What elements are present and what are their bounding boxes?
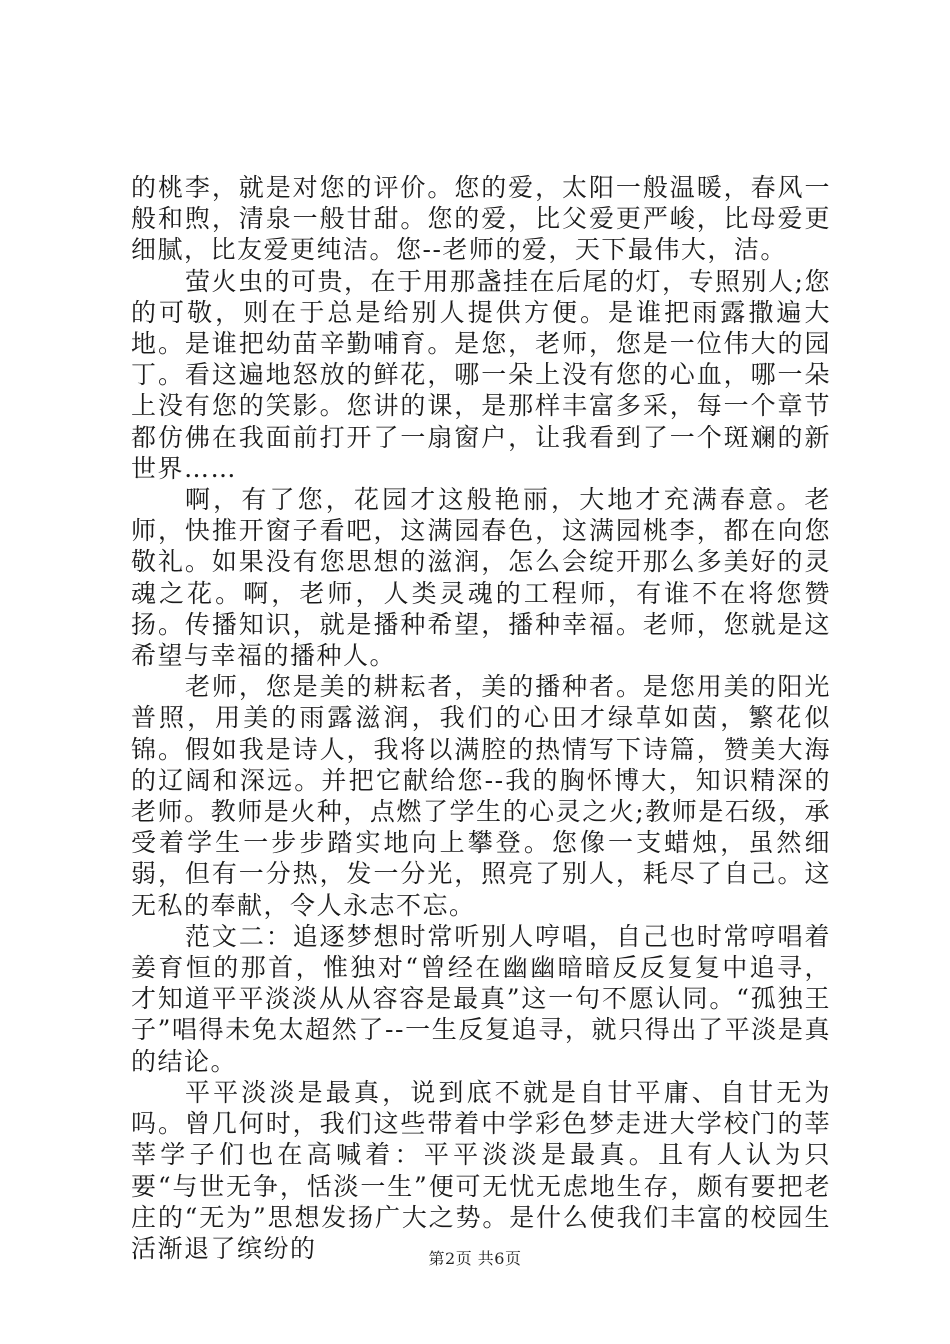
page-number-footer: 第2页 共6页 xyxy=(428,1249,522,1268)
paragraph-2: 萤火虫的可贵，在于用那盏挂在后尾的灯，专照别人;您的可敬，则在于总是给别人提供方便。是谁把雨露撒遍大地。是谁把幼苗辛勤哺育。是您，老师，您是一位伟大的园丁。看这遍地怒放的鲜花，哪一朵上没有您的心血，哪一朵上没有您的笑影。您讲的课，是那样丰富多采，每一个章节都仿佛在我面前打开了一扇窗户，让我看到了一个斑斓的新世界…… xyxy=(131,266,831,483)
paragraph-4: 老师，您是美的耕耘者，美的播种者。是您用美的阳光普照，用美的雨露滋润，我们的心田才绿草如茵，繁花似锦。假如我是诗人，我将以满腔的热情写下诗篇，赞美大海的辽阔和深远。并把它献给您--我的胸怀博大，知识精深的老师。教师是火种，点燃了学生的心灵之火;教师是石级，承受着学生一步步踏实地向上攀登。您像一支蜡烛，虽然细弱，但有一分热，发一分光，照亮了别人，耗尽了自己。这无私的奉献，令人永志不忘。 xyxy=(131,672,831,920)
paragraph-3: 啊，有了您，花园才这般艳丽，大地才充满春意。老师，快推开窗子看吧，这满园春色，这满园桃李，都在向您敬礼。如果没有您思想的滋润，怎么会绽开那么多美好的灵魂之花。啊，老师，人类灵魂的工程师，有谁不在将您赞扬。传播知识，就是播种希望，播种幸福。老师，您就是这希望与幸福的播种人。 xyxy=(131,485,831,671)
document-body xyxy=(131,172,831,1264)
paragraph-1: 的桃李，就是对您的评价。您的爱，太阳一般温暖，春风一般和煦，清泉一般甘甜。您的爱，比父爱更严峻，比母爱更细腻，比友爱更纯洁。您--老师的爱，天下最伟大，洁。 xyxy=(131,173,831,265)
paragraph-6: 平平淡淡是最真，说到底不就是自甘平庸、自甘无为吗。曾几何时，我们这些带着中学彩色梦走进大学校门的莘莘学子们也在高喊着：平平淡淡是最真。且有人认为只要“与世无争，恬淡一生”便可无忧无虑地生存，颇有要把老庄的“无为”思想发扬广大之势。是什么使我们丰富的校园生活渐退了缤纷的 xyxy=(131,1077,831,1263)
paragraph-5: 范文二：追逐梦想时常听别人哼唱，自己也时常哼唱着姜育恒的那首，惟独对“曾经在幽幽暗暗反反复复中追寻，才知道平平淡淡从从容容是最真”这一句不愿认同。“孤独王子”唱得未免太超然了--一生反复追寻，就只得出了平淡是真的结论。 xyxy=(131,921,831,1076)
